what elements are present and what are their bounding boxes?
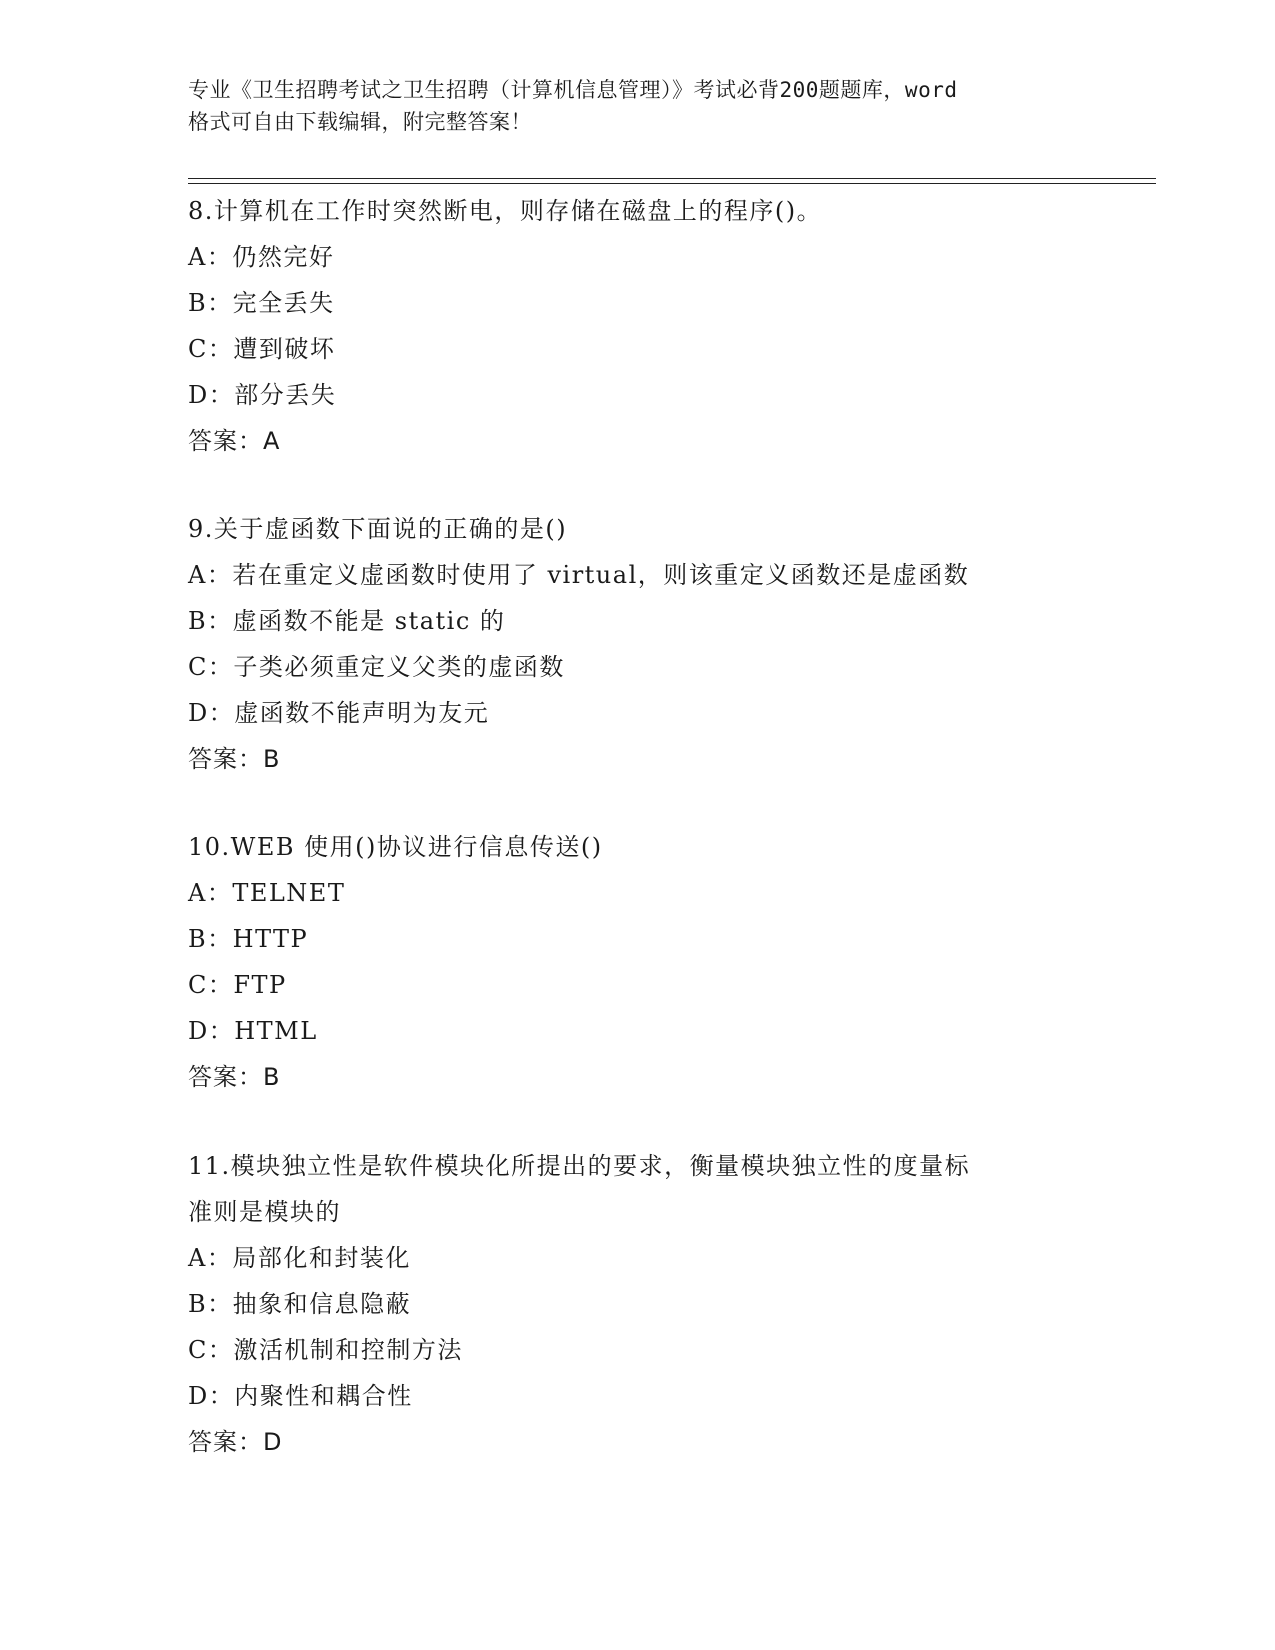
- option-b: B：抽象和信息隐蔽: [188, 1290, 412, 1318]
- option-c: C：FTP: [188, 971, 287, 999]
- question-10: [188, 824, 1088, 1100]
- question-stem: 10.WEB 使用()协议进行信息传送(): [188, 833, 603, 861]
- option-a: A：局部化和封装化: [188, 1244, 411, 1272]
- option-c: C：遭到破坏: [188, 335, 336, 363]
- header-divider-bottom: [188, 183, 1156, 184]
- question-stem: 11.模块独立性是软件模块化所提出的要求，衡量模块独立性的度量标: [188, 1152, 971, 1180]
- question-stem: 8.计算机在工作时突然断电，则存储在磁盘上的程序()。: [188, 197, 823, 225]
- header-line-1: 专业《卫生招聘考试之卫生招聘（计算机信息管理）》考试必背200题题库，word: [188, 78, 958, 102]
- option-d: D：部分丢失: [188, 381, 337, 409]
- option-a: A：TELNET: [188, 879, 346, 907]
- answer-label: 答案：B: [188, 745, 281, 773]
- question-stem-continuation: 准则是模块的: [188, 1198, 341, 1226]
- header-divider-top: [188, 178, 1156, 179]
- question-8: [188, 188, 1088, 464]
- option-b: B：完全丢失: [188, 289, 335, 317]
- option-a: A：若在重定义虚函数时使用了 virtual，则该重定义函数还是虚函数: [188, 561, 970, 589]
- question-stem: 9.关于虚函数下面说的正确的是(): [188, 515, 568, 543]
- option-d: D：虚函数不能声明为友元: [188, 699, 490, 727]
- question-11: [188, 1143, 1088, 1465]
- answer-label: 答案：A: [188, 427, 281, 455]
- option-c: C：激活机制和控制方法: [188, 1336, 463, 1364]
- answer-label: 答案：D: [188, 1428, 283, 1456]
- option-d: D：HTML: [188, 1017, 318, 1045]
- option-c: C：子类必须重定义父类的虚函数: [188, 653, 565, 681]
- answer-label: 答案：B: [188, 1063, 281, 1091]
- header-line-2: 格式可自由下载编辑，附完整答案！: [188, 110, 532, 134]
- option-d: D：内聚性和耦合性: [188, 1382, 413, 1410]
- option-b: B：HTTP: [188, 925, 309, 953]
- document-header: [188, 74, 1088, 138]
- option-a: A：仍然完好: [188, 243, 335, 271]
- question-9: [188, 506, 1088, 782]
- option-b: B：虚函数不能是 static 的: [188, 607, 506, 635]
